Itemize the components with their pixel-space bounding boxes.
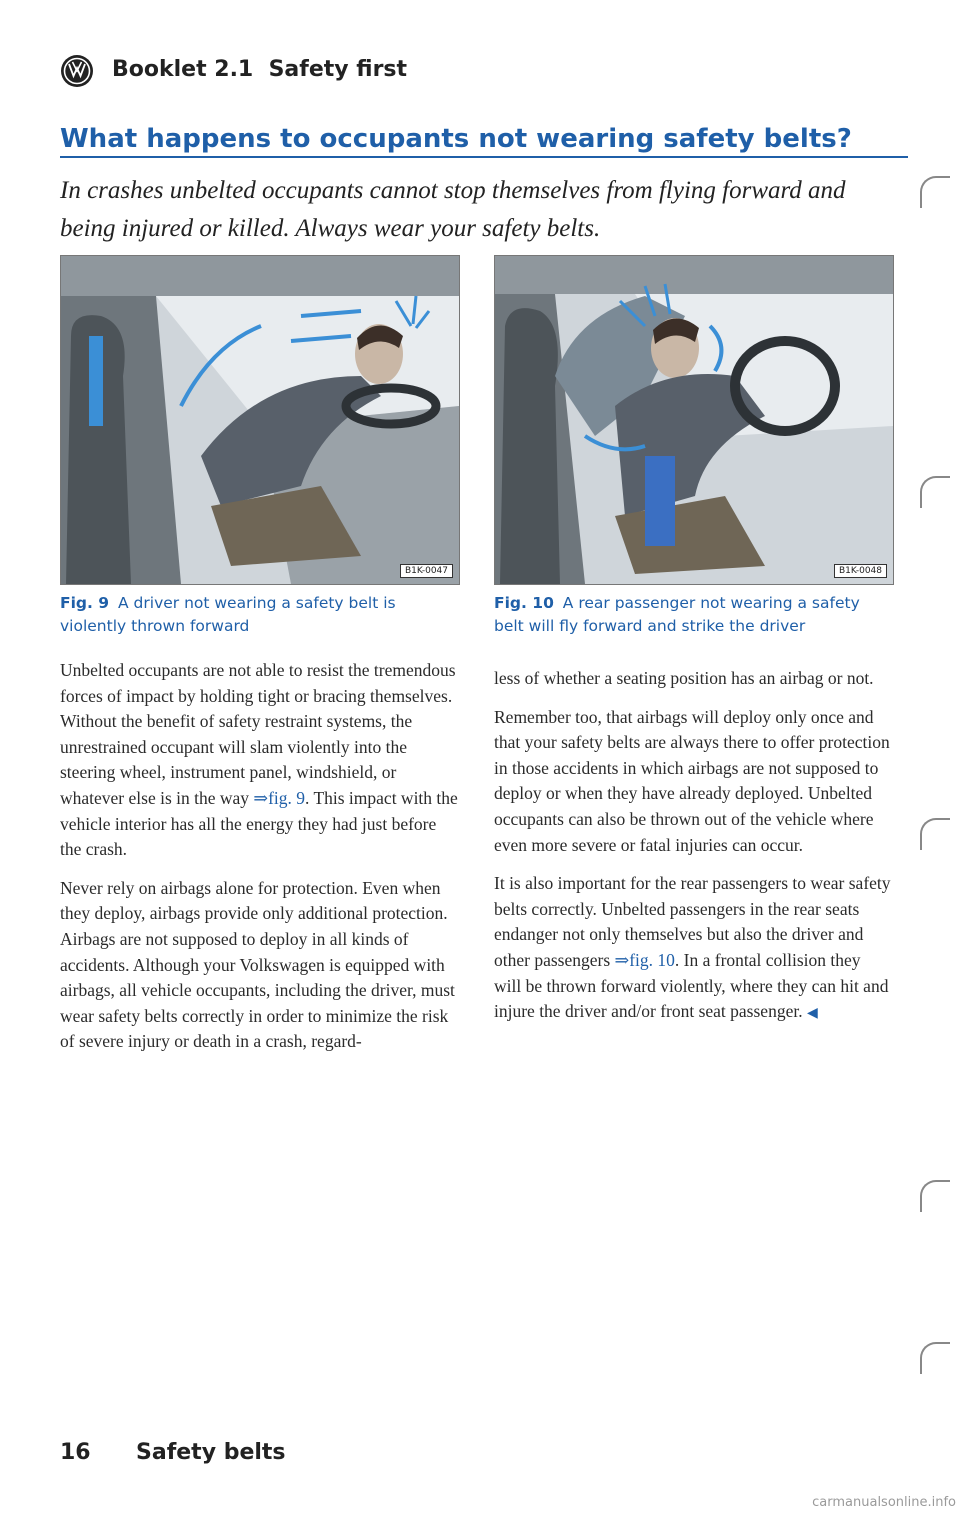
left-paragraph-1: Unbelted occupants are not able to resist the tremendous forces of impact by holding tight or bracing themselves. Without the benefit of safety restraint systems, the unrestrained occupant will slam violently into the steering wheel, instrument panel, windshield, or whatever else is in the way ⇒fig. 9. This impact with the vehicle interior has all the energy they had just before the crash. xyxy=(60,660,458,860)
vw-logo-icon xyxy=(60,54,94,88)
driver-thrown-forward-illustration xyxy=(61,256,459,584)
margin-tab-mark xyxy=(920,818,950,850)
figure-9-caption xyxy=(60,592,460,638)
figure-10-label: Fig. 10 xyxy=(494,594,554,612)
footer-section-title: Safety belts xyxy=(136,1440,286,1465)
right-paragraph-3: It is also important for the rear passengers to wear safety belts correctly. Unbelted passengers in the rear seats endanger not only themselves but also the driver and other passengers ⇒fig. 10. In a frontal collision they will be thrown forward violently, where they can hit and injure the driver and/or front seat passenger. ◀ xyxy=(494,873,891,1022)
figure-9-caption-text: A driver not wearing a safety belt is violently thrown forward xyxy=(60,594,396,635)
margin-tab-mark xyxy=(920,476,950,508)
margin-tab-mark xyxy=(920,1180,950,1212)
heading-rule xyxy=(60,156,908,158)
figure-10-id: B1K-0048 xyxy=(834,564,887,578)
header-title: Safety first xyxy=(268,57,408,82)
right-text-column xyxy=(494,666,892,1040)
margin-tab-mark xyxy=(920,176,950,208)
page-number: 16 xyxy=(60,1440,91,1465)
fig-10-cross-reference[interactable]: ⇒fig. 10 xyxy=(614,949,675,970)
booklet-label: Booklet 2.1 xyxy=(112,57,254,82)
figure-10-caption xyxy=(494,592,894,638)
margin-tab-mark xyxy=(920,1342,950,1374)
figure-10-caption-text: A rear passenger not wearing a safety belt will fly forward and strike the driver xyxy=(494,594,860,635)
figure-9-id: B1K-0047 xyxy=(400,564,453,578)
left-text-column xyxy=(60,658,458,1068)
rear-passenger-strikes-driver-illustration xyxy=(495,256,893,584)
lead-paragraph: In crashes unbelted occupants cannot stop themselves from flying forward and being injured or killed. Always wear your safety belts. xyxy=(60,177,846,242)
section-heading: What happens to occupants not wearing safety belts? xyxy=(60,124,852,154)
figure-10-illustration xyxy=(494,255,894,585)
right-paragraph-1: less of whether a seating position has an airbag or not. xyxy=(494,668,874,688)
left-paragraph-2: Never rely on airbags alone for protection. Even when they deploy, airbags provide only additional protection. Airbags are not supposed to deploy in all kinds of accidents. Although your Volkswagen is equipped with airbags, all vehicle occupants, including the driver, must wear safety belts correctly in order to minimize the risk of severe injury or death in a crash, regard- xyxy=(60,877,455,1052)
watermark: carmanualsonline.info xyxy=(812,1495,956,1510)
right-paragraph-2: Remember too, that airbags will deploy only once and that your safety belts are always there to offer protection in those accidents in which airbags are not supposed to deploy or when they have already deployed. Unbelted occupants can also be thrown out of the vehicle where even more severe or fatal injuries can occur. xyxy=(494,706,890,855)
figure-9-label: Fig. 9 xyxy=(60,594,110,612)
section-end-icon: ◀ xyxy=(806,1006,818,1022)
figure-9-illustration xyxy=(60,255,460,585)
running-header xyxy=(112,57,407,82)
fig-9-cross-reference[interactable]: ⇒fig. 9 xyxy=(253,787,306,808)
